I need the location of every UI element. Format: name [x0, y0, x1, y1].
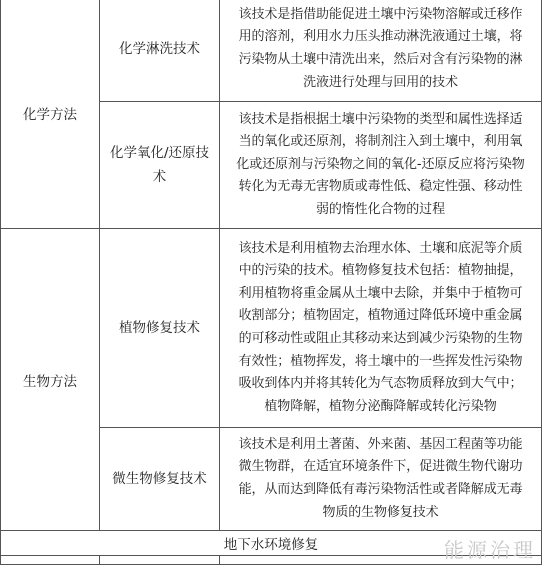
description-line: 利用植物将重金属从土壤中去除，并集中于植物可: [238, 285, 523, 301]
description-line: 该技术是利用植物去治理水体、土壤和底泥等介质: [238, 240, 523, 256]
technique-cell: [100, 229, 220, 428]
watermark: 能源治理: [444, 538, 536, 562]
description-line: 有效性；植物挥发，将土壤中的一些挥发性污染物: [238, 353, 523, 369]
description-line: 化或还原剂与污染物之间的氧化-还原反应将污染物: [236, 156, 525, 172]
category-cell: [1, 229, 100, 531]
technique-label: 植物修复技术: [119, 320, 200, 336]
category-cell: [1, 0, 100, 229]
description-line: 微生物群，在适宜环境条件下，促进微生物代谢功: [238, 459, 523, 475]
description-line: 物质的生物修复技术: [322, 504, 439, 520]
table-row: [1, 229, 542, 428]
category-label: 化学方法: [23, 106, 77, 123]
description-line: 该技术是指根据土壤中污染物的类型和属性选择适: [238, 111, 523, 127]
technique-label: 化学氧化/还原技术: [109, 145, 210, 185]
description-line: 该技术是指借助能促进土壤中污染物溶解或迁移作: [238, 6, 523, 22]
description-line: 植物降解，植物分泌酶降解或转化污染物: [264, 398, 497, 414]
technique-label: 微生物修复技术: [112, 471, 207, 487]
description-line: 洗液进行处理与回用的技术: [303, 74, 458, 90]
description-cell: [220, 428, 542, 531]
description-line: 能，从而达到降低有毒污染物活性或者降解成无毒: [238, 482, 523, 497]
description-line: 收割部分；植物固定，植物通过降低环境中重金属: [238, 308, 523, 324]
category-label: 生物方法: [23, 373, 77, 390]
description-line: 污染物从土壤中清洗出来，然后对含有污染物的淋: [238, 52, 523, 67]
description-line: 用的溶剂，利用水力压头推动淋洗液通过土壤，将: [238, 29, 523, 45]
description-line: 中的污染的技术。植物修复技术包括：植物抽提，: [238, 263, 523, 279]
technique-cell: [100, 428, 220, 531]
section-footer-label: 地下水环境修复: [223, 537, 319, 553]
description-line: 该技术是利用土著菌、外来菌、基因工程菌等功能: [238, 436, 523, 452]
description-cell: [220, 229, 542, 428]
description-cell: [220, 102, 542, 229]
table-row: [1, 0, 542, 102]
description-line: 弱的惰性化合物的过程: [315, 201, 445, 217]
technique-label: 化学淋洗技术: [119, 41, 200, 57]
description-line: 吸收到体内并将其转化为气态物质释放到大气中；: [238, 376, 523, 392]
empty-cell: [1, 556, 100, 565]
description-cell: [220, 0, 542, 102]
technique-cell: [100, 0, 220, 102]
technique-cell: [100, 102, 220, 229]
description-line: 转化为无毒无害物质或毒性低、稳定性强、移动性: [238, 179, 523, 195]
description-line: 当的氧化或还原剂，将制剂注入到土壤中，利用氧: [238, 134, 523, 150]
empty-cell: [100, 556, 220, 565]
description-line: 的可移动性或阻止其移动来达到减少污染物的生物: [238, 331, 523, 346]
